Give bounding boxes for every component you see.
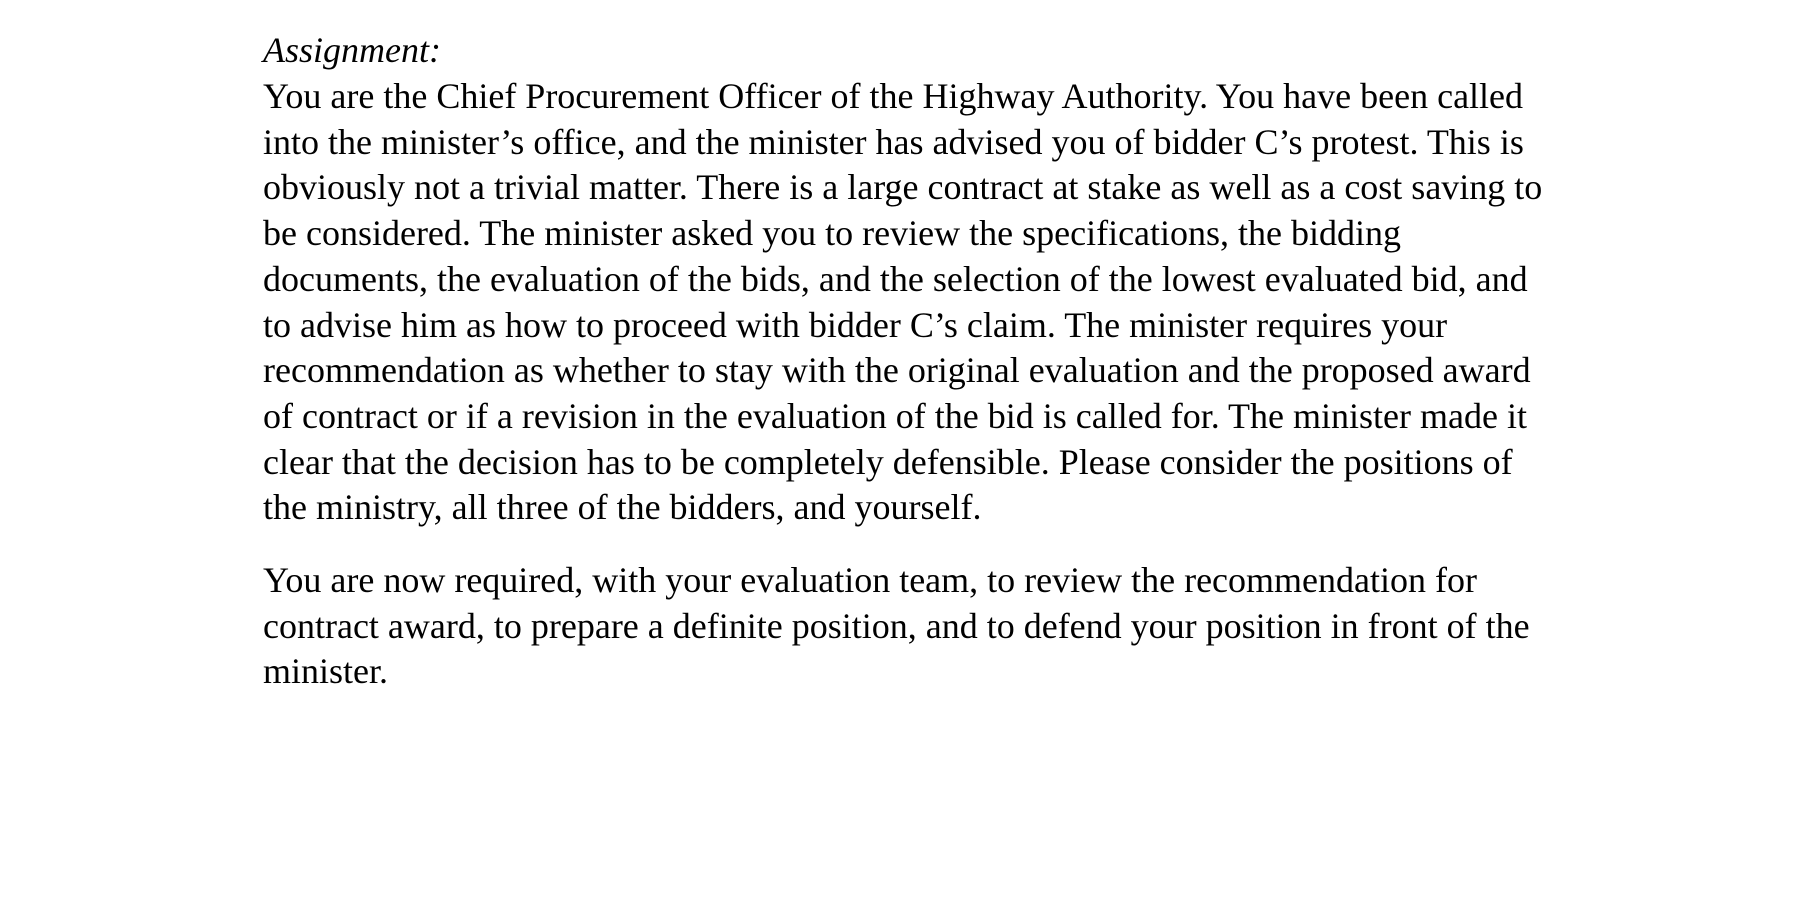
- paragraph-line: minister.: [263, 651, 388, 692]
- paragraph-line: the ministry, all three of the bidders, and yourself.: [263, 487, 982, 528]
- assignment-heading: Assignment:: [263, 30, 441, 70]
- paragraph-line: recommendation as whether to stay with the original evaluation and the proposed award: [263, 350, 1531, 391]
- paragraph-line: obviously not a trivial matter. There is a large contract at stake as well as a cost saving to: [263, 167, 1543, 208]
- paragraph-line: into the minister’s office, and the minister has advised you of bidder C’s protest. This is: [263, 121, 1524, 162]
- assignment-paragraph-1: [263, 74, 1683, 531]
- assignment-paragraph-2: [263, 558, 1683, 695]
- paragraph-line: be considered. The minister asked you to review the specifications, the bidding: [263, 213, 1402, 254]
- paragraph-line: clear that the decision has to be completely defensible. Please consider the positions of: [263, 441, 1513, 482]
- paragraph-line: of contract or if a revision in the evaluation of the bid is called for. The minister made it: [263, 395, 1527, 436]
- paragraph-line: contract award, to prepare a definite position, and to defend your position in front of the: [263, 605, 1530, 646]
- paragraph-line: You are the Chief Procurement Officer of the Highway Authority. You have been called: [263, 76, 1524, 116]
- paragraph-line: to advise him as how to proceed with bidder C’s claim. The minister requires your: [263, 304, 1448, 345]
- paragraph-line: You are now required, with your evaluation team, to review the recommendation for: [263, 560, 1477, 601]
- paragraph-line: documents, the evaluation of the bids, and the selection of the lowest evaluated bid, and: [263, 258, 1528, 299]
- document-page: [263, 30, 1683, 695]
